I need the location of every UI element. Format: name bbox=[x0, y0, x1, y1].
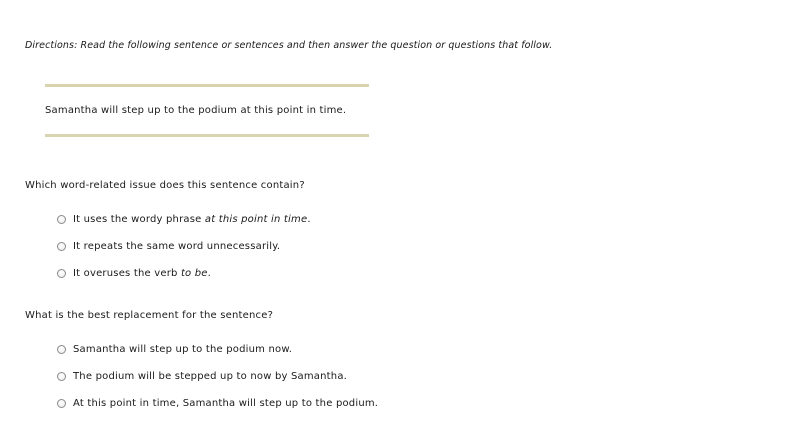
option-label: The podium will be stepped up to now by Samantha. bbox=[73, 370, 348, 382]
radio-button[interactable] bbox=[57, 269, 66, 278]
directions-text: Directions: Read the following sentence or sentences and then answer the question or questions that follow. bbox=[25, 40, 553, 51]
passage-bottom-rule bbox=[45, 134, 369, 137]
question-1-option-2[interactable] bbox=[57, 239, 280, 253]
option-label: It overuses the verb to be. bbox=[73, 267, 212, 279]
radio-button[interactable] bbox=[57, 399, 66, 408]
question-2-option-1[interactable] bbox=[57, 342, 292, 356]
option-label: It uses the wordy phrase at this point in time. bbox=[73, 213, 311, 225]
radio-button[interactable] bbox=[57, 345, 66, 354]
option-label: Samantha will step up to the podium now. bbox=[73, 343, 293, 355]
question-2-prompt: What is the best replacement for the sentence? bbox=[25, 310, 274, 321]
radio-button[interactable] bbox=[57, 215, 66, 224]
question-1-prompt: Which word-related issue does this sentence contain? bbox=[25, 180, 305, 191]
question-1-option-3[interactable] bbox=[57, 266, 211, 280]
option-label: It repeats the same word unnecessarily. bbox=[73, 240, 281, 252]
question-2-option-3[interactable] bbox=[57, 396, 378, 410]
passage-text: Samantha will step up to the podium at this point in time. bbox=[45, 105, 347, 116]
option-label: At this point in time, Samantha will step up to the podium. bbox=[73, 397, 379, 409]
question-1-option-1[interactable] bbox=[57, 212, 311, 226]
radio-button[interactable] bbox=[57, 372, 66, 381]
radio-button[interactable] bbox=[57, 242, 66, 251]
passage-top-rule bbox=[45, 84, 369, 87]
question-2-option-2[interactable] bbox=[57, 369, 347, 383]
